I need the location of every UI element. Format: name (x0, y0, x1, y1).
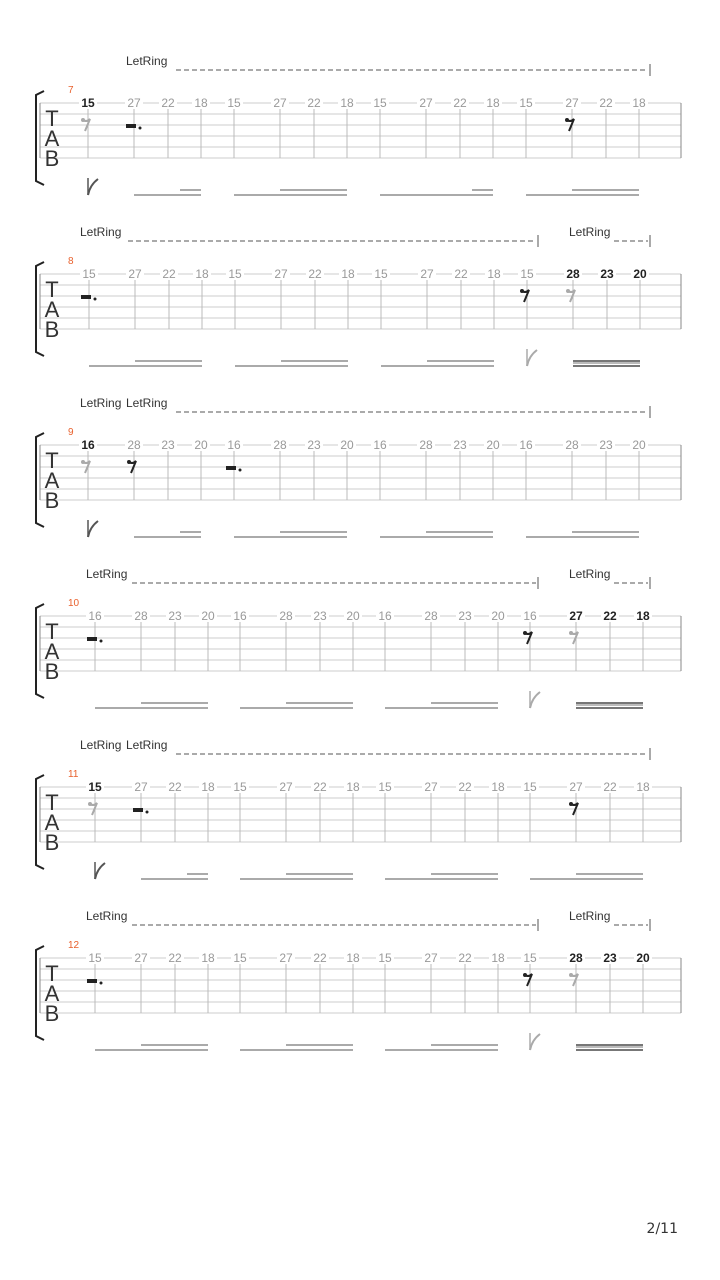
rest-dot (239, 469, 242, 472)
letring-label: LetRing (86, 567, 128, 581)
eighth-rest-dot (523, 631, 527, 635)
fret-number: 27 (569, 780, 583, 794)
fret-number: 22 (307, 96, 321, 110)
letring-label: LetRing (80, 396, 122, 410)
fret-number: 28 (279, 609, 293, 623)
fret-number: 15 (519, 96, 533, 110)
fret-number: 22 (168, 780, 182, 794)
fret-number: 16 (233, 609, 247, 623)
fret-number: 22 (308, 267, 322, 281)
half-rest (81, 295, 91, 299)
letring-label: LetRing (569, 225, 611, 239)
letring-label: LetRing (86, 909, 128, 923)
tab-clef-letter: B (44, 488, 60, 513)
eighth-rest-dot (569, 802, 573, 806)
fret-number: 28 (569, 951, 583, 965)
fret-number: 27 (274, 267, 288, 281)
fret-number: 28 (566, 267, 580, 281)
tab-clef-letter: B (44, 1001, 60, 1026)
eighth-rest-dot (523, 973, 527, 977)
measure-number: 7 (68, 85, 74, 96)
fret-number: 23 (307, 438, 321, 452)
fret-number: 27 (424, 951, 438, 965)
measure-number: 10 (68, 598, 80, 609)
fret-number: 18 (346, 951, 360, 965)
eighth-rest-dot (569, 631, 573, 635)
fret-number: 18 (195, 267, 209, 281)
measure-number: 8 (68, 256, 74, 267)
fret-number: 23 (458, 609, 472, 623)
fret-number: 27 (127, 96, 141, 110)
fret-number: 20 (636, 951, 650, 965)
note-flag (530, 1034, 540, 1050)
fret-number: 22 (313, 780, 327, 794)
fret-number: 27 (134, 951, 148, 965)
eighth-rest-dot (81, 118, 85, 122)
tab-system-8 (36, 225, 681, 366)
tab-clef-letter: B (44, 317, 60, 342)
fret-number: 16 (81, 438, 95, 452)
fret-number: 18 (346, 780, 360, 794)
fret-number: 15 (82, 267, 96, 281)
fret-number: 16 (88, 609, 102, 623)
eighth-rest-dot (566, 289, 570, 293)
fret-number: 20 (346, 609, 360, 623)
fret-number: 20 (201, 609, 215, 623)
fret-number: 27 (273, 96, 287, 110)
eighth-rest-dot (81, 460, 85, 464)
fret-number: 18 (636, 609, 650, 623)
fret-number: 27 (565, 96, 579, 110)
fret-number: 22 (458, 780, 472, 794)
fret-number: 15 (233, 951, 247, 965)
fret-number: 28 (419, 438, 433, 452)
tab-clef-letter: T (45, 790, 59, 815)
fret-number: 15 (88, 780, 102, 794)
rest-dot (146, 811, 149, 814)
fret-number: 27 (420, 267, 434, 281)
fret-number: 20 (194, 438, 208, 452)
fret-number: 16 (373, 438, 387, 452)
fret-number: 22 (161, 96, 175, 110)
fret-number: 27 (424, 780, 438, 794)
letring-label: LetRing (80, 738, 122, 752)
tab-clef-letter: B (44, 830, 60, 855)
tab-system-10 (36, 567, 681, 708)
fret-number: 15 (228, 267, 242, 281)
fret-number: 22 (168, 951, 182, 965)
tab-clef-letter: T (45, 277, 59, 302)
fret-number: 15 (373, 96, 387, 110)
fret-number: 20 (486, 438, 500, 452)
tab-clef-letter: A (44, 639, 60, 664)
note-flag (527, 350, 537, 366)
fret-number: 28 (127, 438, 141, 452)
measure-number: 11 (68, 769, 79, 780)
half-rest (87, 979, 97, 983)
fret-number: 27 (419, 96, 433, 110)
fret-number: 22 (453, 96, 467, 110)
tab-clef-letter: B (44, 659, 60, 684)
measure-number: 12 (68, 940, 80, 951)
tab-system-7 (36, 54, 681, 195)
letring-label: LetRing (569, 567, 611, 581)
page-number: 2/11 (646, 1221, 678, 1237)
note-flag (95, 863, 105, 879)
fret-number: 27 (279, 780, 293, 794)
fret-number: 27 (279, 951, 293, 965)
fret-number: 15 (523, 780, 537, 794)
fret-number: 22 (313, 951, 327, 965)
tab-clef-letter: T (45, 961, 59, 986)
fret-number: 18 (341, 267, 355, 281)
fret-number: 15 (520, 267, 534, 281)
fret-number: 28 (273, 438, 287, 452)
letring-label: LetRing (126, 54, 168, 68)
fret-number: 22 (454, 267, 468, 281)
letring-label: LetRing (569, 909, 611, 923)
letring-label: LetRing (126, 396, 168, 410)
fret-number: 16 (519, 438, 533, 452)
fret-number: 15 (523, 951, 537, 965)
fret-number: 16 (523, 609, 537, 623)
fret-number: 27 (569, 609, 583, 623)
fret-number: 20 (633, 267, 647, 281)
fret-number: 15 (378, 951, 392, 965)
rest-dot (100, 640, 103, 643)
rest-dot (100, 982, 103, 985)
tab-clef-letter: T (45, 619, 59, 644)
tab-clef-letter: A (44, 810, 60, 835)
fret-number: 27 (134, 780, 148, 794)
tab-clef-letter: T (45, 448, 59, 473)
fret-number: 18 (340, 96, 354, 110)
fret-number: 15 (378, 780, 392, 794)
fret-number: 22 (603, 780, 617, 794)
fret-number: 16 (227, 438, 241, 452)
fret-number: 18 (491, 951, 505, 965)
fret-number: 28 (424, 609, 438, 623)
note-flag (530, 692, 540, 708)
fret-number: 22 (603, 609, 617, 623)
fret-number: 18 (486, 96, 500, 110)
fret-number: 23 (600, 267, 614, 281)
fret-number: 18 (632, 96, 646, 110)
fret-number: 18 (636, 780, 650, 794)
tab-system-9 (36, 396, 681, 537)
fret-number: 28 (565, 438, 579, 452)
half-rest (126, 124, 136, 128)
fret-number: 22 (599, 96, 613, 110)
fret-number: 15 (374, 267, 388, 281)
note-flag (88, 179, 98, 195)
half-rest (87, 637, 97, 641)
fret-number: 27 (128, 267, 142, 281)
tab-clef-letter: A (44, 981, 60, 1006)
tab-clef-letter: A (44, 126, 60, 151)
fret-number: 23 (161, 438, 175, 452)
eighth-rest-dot (565, 118, 569, 122)
tab-system-12 (36, 909, 681, 1050)
fret-number: 23 (599, 438, 613, 452)
fret-number: 15 (88, 951, 102, 965)
fret-number: 18 (201, 951, 215, 965)
fret-number: 22 (162, 267, 176, 281)
eighth-rest-dot (88, 802, 92, 806)
tab-clef-letter: T (45, 106, 59, 131)
fret-number: 20 (491, 609, 505, 623)
fret-number: 20 (632, 438, 646, 452)
fret-number: 28 (134, 609, 148, 623)
tab-clef-letter: A (44, 297, 60, 322)
letring-label: LetRing (80, 225, 122, 239)
measure-number: 9 (68, 427, 74, 438)
fret-number: 15 (227, 96, 241, 110)
fret-number: 23 (453, 438, 467, 452)
fret-number: 18 (487, 267, 501, 281)
fret-number: 23 (603, 951, 617, 965)
note-flag (88, 521, 98, 537)
tab-clef-letter: B (44, 146, 60, 171)
eighth-rest-dot (127, 460, 131, 464)
tab-system-11 (36, 738, 681, 879)
fret-number: 23 (168, 609, 182, 623)
fret-number: 18 (491, 780, 505, 794)
fret-number: 18 (194, 96, 208, 110)
half-rest (226, 466, 236, 470)
fret-number: 15 (233, 780, 247, 794)
rest-dot (139, 127, 142, 130)
tab-clef-letter: A (44, 468, 60, 493)
fret-number: 20 (340, 438, 354, 452)
half-rest (133, 808, 143, 812)
letring-label: LetRing (126, 738, 168, 752)
fret-number: 23 (313, 609, 327, 623)
eighth-rest-dot (520, 289, 524, 293)
fret-number: 22 (458, 951, 472, 965)
fret-number: 18 (201, 780, 215, 794)
rest-dot (94, 298, 97, 301)
fret-number: 15 (81, 96, 95, 110)
fret-number: 16 (378, 609, 392, 623)
eighth-rest-dot (569, 973, 573, 977)
